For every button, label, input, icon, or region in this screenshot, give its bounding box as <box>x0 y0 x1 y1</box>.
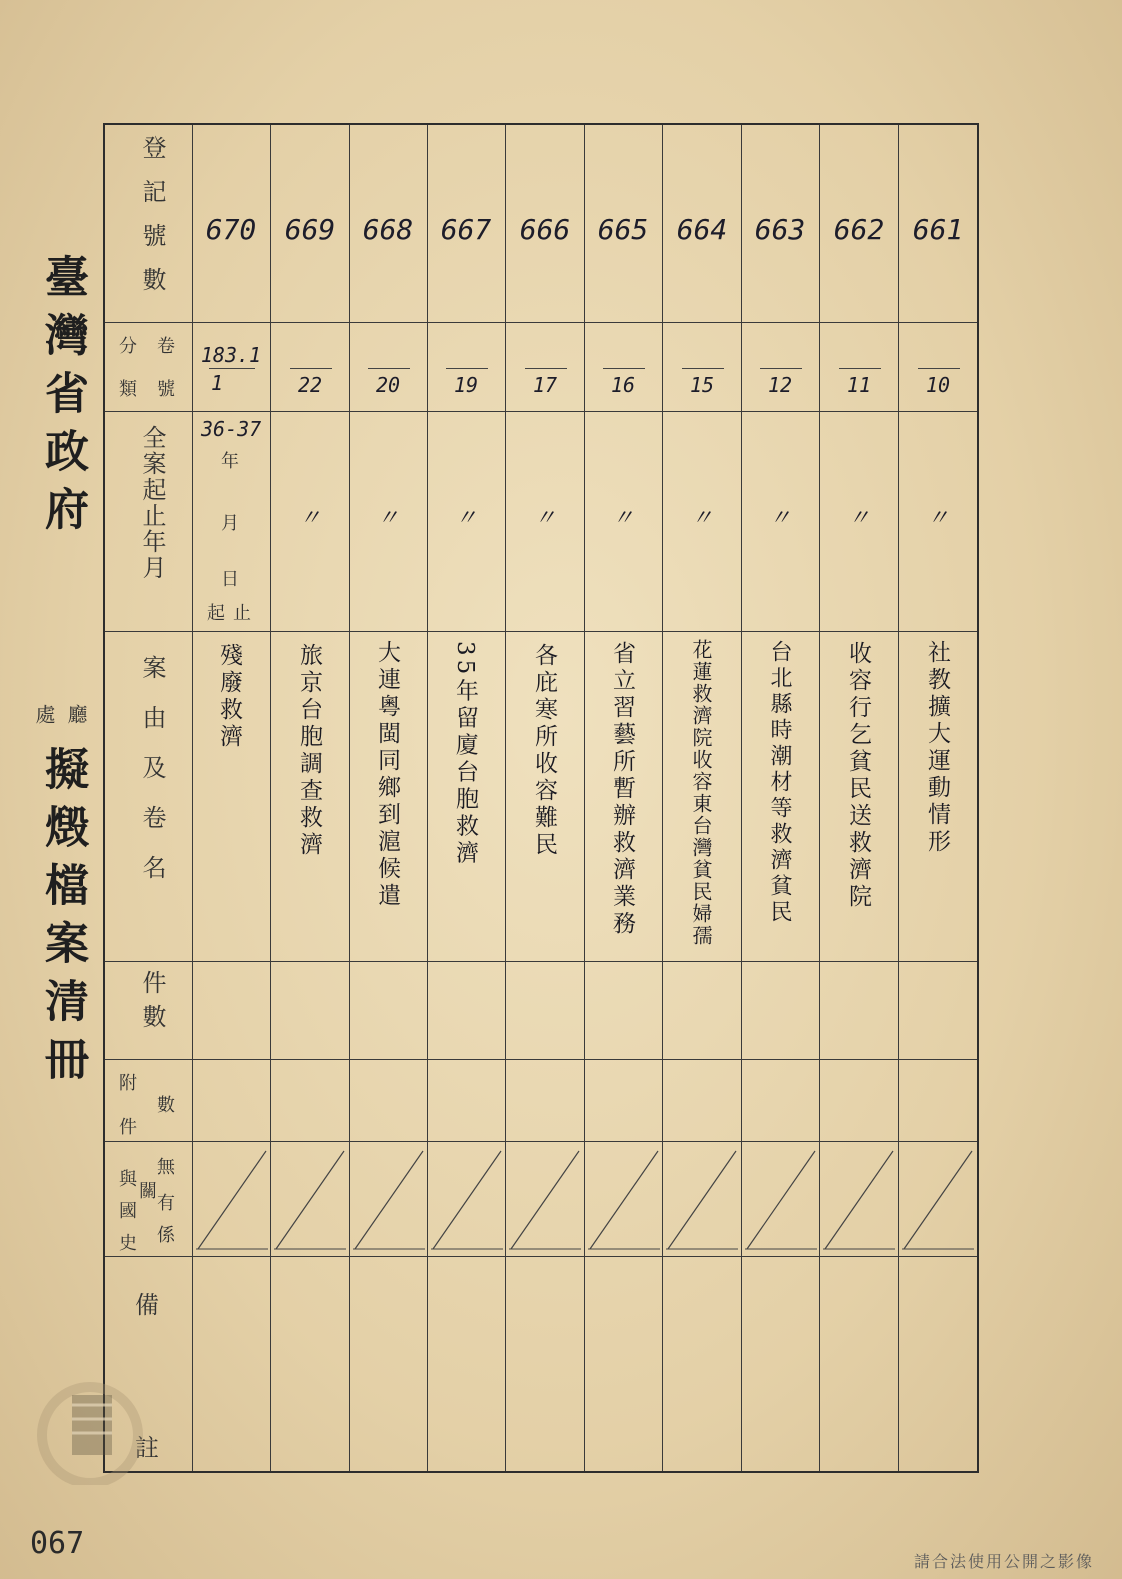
row-divider <box>105 1256 977 1257</box>
column-divider <box>505 125 506 1471</box>
header-count: 件數 <box>138 970 166 1038</box>
document-title: 臺灣省政府 <box>37 254 88 544</box>
header-att-fu: 附 <box>119 1073 137 1094</box>
case-title: 殘廢救濟 <box>216 643 242 751</box>
category-divider <box>760 368 802 369</box>
reg-number: 670 <box>205 213 257 246</box>
row-divider <box>105 1141 977 1142</box>
ditto-mark: 〃 <box>298 506 322 531</box>
ditto-mark: 〃 <box>611 506 635 531</box>
archive-logo-watermark <box>10 1375 170 1485</box>
reg-number: 667 <box>440 213 492 246</box>
slash-mark <box>351 1145 427 1253</box>
ditto-mark: 〃 <box>768 506 792 531</box>
reg-number: 663 <box>754 213 806 246</box>
case-title: 花蓮救濟院收容東台灣貧民婦孺 <box>689 639 713 947</box>
category-number: 17 <box>532 373 558 397</box>
archive-register-table <box>103 123 979 1473</box>
reg-number: 669 <box>284 213 336 246</box>
case-title: 35年留廈台胞救濟 <box>452 641 478 868</box>
category-divider <box>682 368 724 369</box>
row-divider <box>105 961 977 962</box>
header-att-shu: 數 <box>157 1095 175 1116</box>
slash-mark <box>507 1145 583 1253</box>
header-hist-shi: 史 <box>119 1233 137 1254</box>
category-number: 22 <box>297 373 323 397</box>
column-divider <box>662 125 663 1471</box>
case-title: 旅京台胞調查救濟 <box>296 643 322 859</box>
reg-number: 664 <box>676 213 728 246</box>
slash-mark <box>664 1145 740 1253</box>
category-divider <box>918 368 960 369</box>
category-divider <box>209 368 255 369</box>
case-title: 省立習藝所暫辦救濟業務 <box>609 641 635 938</box>
column-divider <box>584 125 585 1471</box>
category-divider <box>290 368 332 369</box>
column-divider <box>427 125 428 1471</box>
slash-mark <box>194 1145 270 1253</box>
column-divider <box>741 125 742 1471</box>
row-divider <box>105 631 977 632</box>
period-zhi: 止 <box>233 603 251 624</box>
reg-number: 661 <box>912 213 964 246</box>
page-number: 067 <box>30 1526 85 1561</box>
category-divider <box>446 368 488 369</box>
column-divider <box>819 125 820 1471</box>
usage-notice: 請合法使用公開之影像 <box>914 1552 1095 1571</box>
category-number: 20 <box>375 373 401 397</box>
period-yue: 月 <box>221 513 239 534</box>
ditto-mark: 〃 <box>690 506 714 531</box>
office-label-ting: 廳 <box>64 704 88 724</box>
category-divider <box>368 368 410 369</box>
category-number: 16 <box>610 373 636 397</box>
header-cat-hao: 號 <box>157 379 175 400</box>
slash-mark <box>586 1145 662 1253</box>
category-divider <box>603 368 645 369</box>
reg-number: 662 <box>833 213 885 246</box>
slash-mark <box>429 1145 505 1253</box>
category-number: 10 <box>925 373 951 397</box>
reg-number: 668 <box>362 213 414 246</box>
slash-mark <box>743 1145 819 1253</box>
category-number: 15 <box>689 373 715 397</box>
ditto-mark: 〃 <box>847 506 871 531</box>
header-hist-yu: 與 <box>119 1169 137 1190</box>
column-divider <box>898 125 899 1471</box>
header-case-name: 案由及卷名 <box>138 655 166 905</box>
reg-number: 666 <box>519 213 571 246</box>
case-title: 大連粵閩同鄉到滬候遣 <box>374 640 400 910</box>
period-ri: 日 <box>221 569 239 590</box>
column-divider <box>192 125 193 1471</box>
row-divider <box>105 411 977 412</box>
period-nian: 年 <box>221 451 239 472</box>
category-divider <box>525 368 567 369</box>
period-years: 36-37 <box>201 417 262 441</box>
row-divider <box>105 322 977 323</box>
category-number: 1 <box>210 371 224 395</box>
slash-mark <box>900 1145 976 1253</box>
column-divider <box>349 125 350 1471</box>
category-number: 12 <box>767 373 793 397</box>
period-qi: 起 <box>207 603 225 624</box>
reg-number: 665 <box>597 213 649 246</box>
header-period: 全案起止年月 <box>138 425 166 581</box>
header-hist-guo: 國 <box>119 1201 137 1222</box>
header-cat-juan: 卷 <box>157 336 175 357</box>
header-hist-wu: 無 <box>157 1157 175 1178</box>
header-hist-guan: 關 <box>139 1181 157 1202</box>
category-divider <box>839 368 881 369</box>
ditto-mark: 〃 <box>533 506 557 531</box>
header-remark-zhu: 註 <box>135 1434 159 1462</box>
slash-mark <box>272 1145 348 1253</box>
header-remark-bei: 備 <box>135 1291 159 1319</box>
category-top: 183.1 <box>200 343 262 367</box>
ditto-mark: 〃 <box>376 506 400 531</box>
slash-mark <box>821 1145 897 1253</box>
case-title: 收容行乞貧民送救濟院 <box>845 641 871 911</box>
header-hist-you: 有 <box>157 1193 175 1214</box>
category-number: 19 <box>453 373 479 397</box>
ditto-mark: 〃 <box>926 506 950 531</box>
header-cat-fen: 分 <box>119 336 137 357</box>
row-divider <box>105 1059 977 1060</box>
case-title: 各庇寒所收容難民 <box>531 643 557 859</box>
document-subtitle: 擬燬檔案清冊 <box>37 746 88 1094</box>
column-divider <box>270 125 271 1471</box>
ditto-mark: 〃 <box>454 506 478 531</box>
header-hist-xi: 係 <box>157 1225 175 1246</box>
office-label-chu: 處 <box>32 704 56 724</box>
category-number: 11 <box>846 373 872 397</box>
case-title: 台北縣時潮材等救濟貧民 <box>767 640 792 926</box>
header-att-jian: 件 <box>119 1117 137 1138</box>
header-reg-no: 登記號數 <box>138 135 166 311</box>
header-cat-lei: 類 <box>119 379 137 400</box>
case-title: 社教擴大運動情形 <box>924 640 950 856</box>
